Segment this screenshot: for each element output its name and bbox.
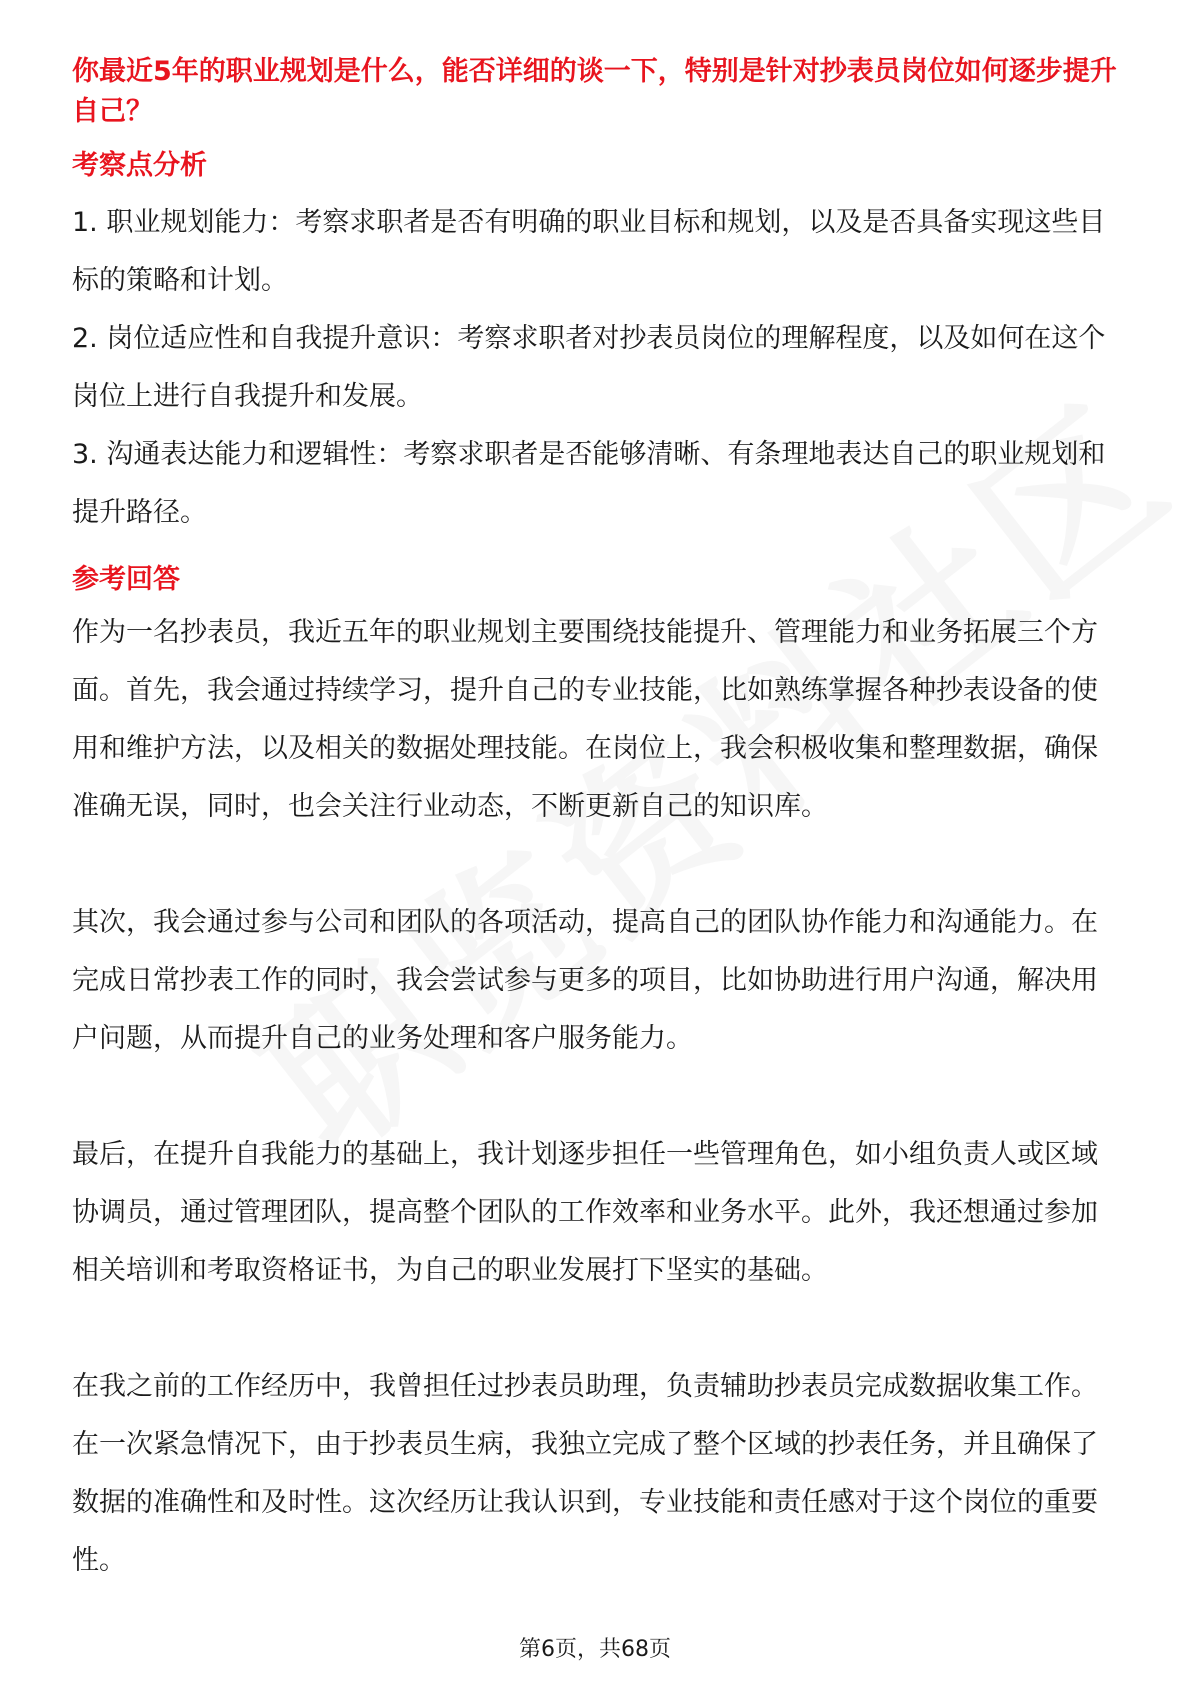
- paragraph-spacer: [72, 1300, 1118, 1358]
- analysis-section-title: 考察点分析: [72, 150, 207, 181]
- paragraph-spacer: [72, 836, 1118, 894]
- answer-paragraph: 作为一名抄表员，我近五年的职业规划主要围绕技能提升、管理能力和业务拓展三个方面。首先，我会通过持续学习，提升自己的专业技能，比如熟练掌握各种抄表设备的使用和维护方法，以及相关的数据处理技能。在岗位上，我会积极收集和整理数据，确保准确无误，同时，也会关注行业动态，不断更新自己的知识库。: [72, 617, 1098, 822]
- page-number-footer: 第6页，共68页: [519, 1637, 671, 1662]
- analysis-item: 1. 职业规划能力：考察求职者是否有明确的职业目标和规划，以及是否具备实现这些目标的策略和计划。: [72, 207, 1106, 296]
- answer-paragraph: 最后，在提升自我能力的基础上，我计划逐步担任一些管理角色，如小组负责人或区域协调员，通过管理团队，提高整个团队的工作效率和业务水平。此外，我还想通过参加相关培训和考取资格证书，为自己的职业发展打下坚实的基础。: [72, 1139, 1098, 1286]
- question-heading: 你最近5年的职业规划是什么，能否详细的谈一下，特别是针对抄表员岗位如何逐步提升自己？: [72, 56, 1117, 127]
- page-content: [72, 52, 1118, 1590]
- answer-paragraph: 在我之前的工作经历中，我曾担任过抄表员助理，负责辅助抄表员完成数据收集工作。在一次紧急情况下，由于抄表员生病，我独立完成了整个区域的抄表任务，并且确保了数据的准确性和及时性。这次经历让我认识到，专业技能和责任感对于这个岗位的重要性。: [72, 1371, 1098, 1576]
- paragraph-spacer: [72, 1068, 1118, 1126]
- analysis-item: 3. 沟通表达能力和逻辑性：考察求职者是否能够清晰、有条理地表达自己的职业规划和提升路径。: [72, 439, 1106, 528]
- answer-section-title: 参考回答: [72, 564, 180, 595]
- analysis-item: 2. 岗位适应性和自我提升意识：考察求职者对抄表员岗位的理解程度，以及如何在这个岗位上进行自我提升和发展。: [72, 323, 1106, 412]
- answer-paragraph: 其次，我会通过参与公司和团队的各项活动，提高自己的团队协作能力和沟通能力。在完成日常抄表工作的同时，我会尝试参与更多的项目，比如协助进行用户沟通，解决用户问题，从而提升自己的业务处理和客户服务能力。: [72, 907, 1098, 1054]
